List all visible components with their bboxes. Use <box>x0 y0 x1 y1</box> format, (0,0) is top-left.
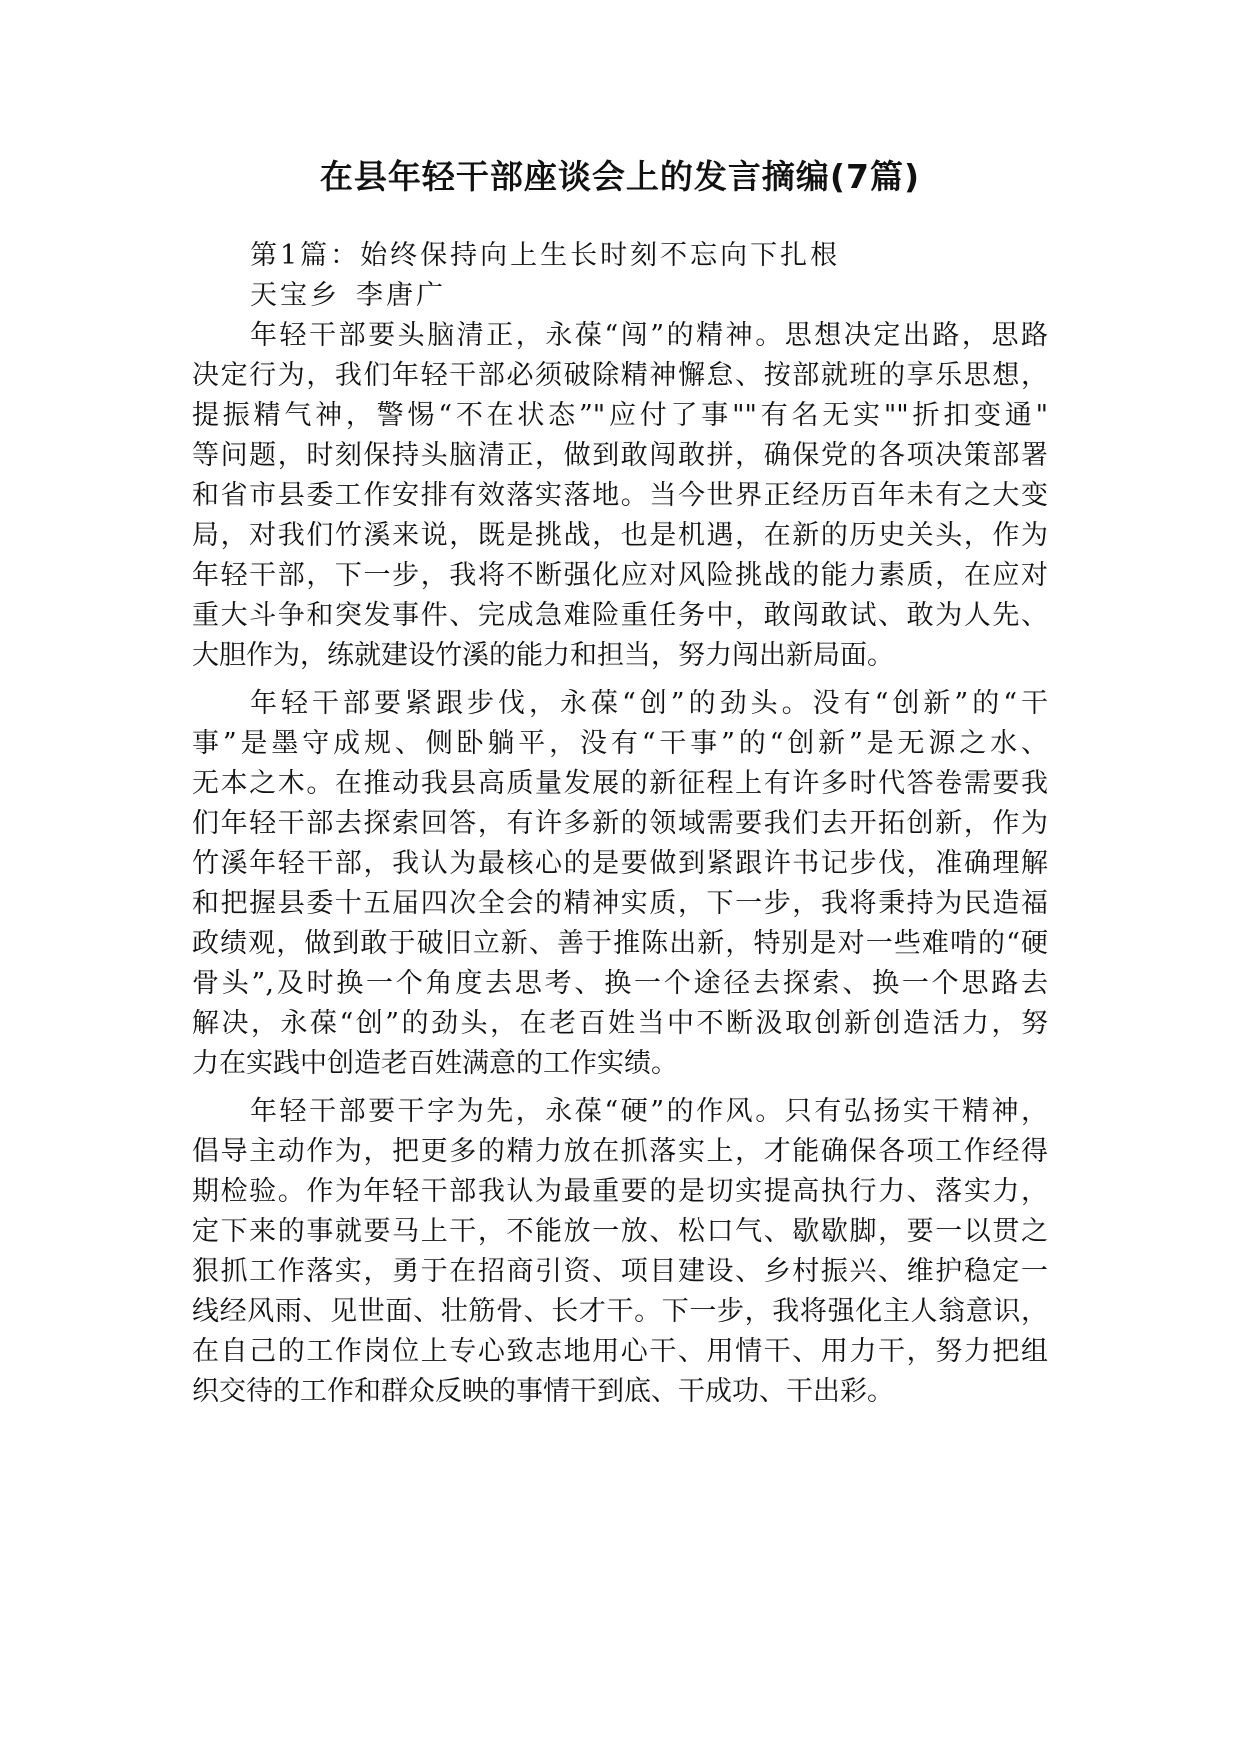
document-body <box>192 236 1048 1420</box>
paragraph-line: 骨头”,及时换一个角度去思考、换一个途径去探索、换一个思路去 <box>192 968 1048 999</box>
paragraph-line: 年轻干部，下一步，我将不断强化应对风险挑战的能力素质，在应对 <box>192 560 1048 591</box>
document-title: 在县年轻干部座谈会上的发言摘编(7篇) <box>319 157 921 196</box>
paragraph-line: 解决，永葆“创”的劲头，在老百姓当中不断汲取创新创造活力，努 <box>192 1008 1048 1039</box>
paragraph-line: 事”是墨守成规、侧卧躺平，没有“干事”的“创新”是无源之水、 <box>192 728 1048 759</box>
paragraph-line: 提振精气神，警惕“不在状态”"应付了事""有名无实""折扣变通" <box>192 400 1048 431</box>
paragraph-line: 力在实践中创造老百姓满意的工作实绩。 <box>192 1048 678 1079</box>
paragraph-line: 重大斗争和突发事件、完成急难险重任务中，敢闯敢试、敢为人先、 <box>192 600 1048 631</box>
paragraph-line: 在自己的工作岗位上专心致志地用心干、用情干、用力干，努力把组 <box>192 1336 1048 1367</box>
author-location: 天宝乡 <box>250 280 340 311</box>
paragraph-line: 年轻干部要头脑清正，永葆“闯”的精神。思想决定出路，思路 <box>250 320 1048 351</box>
paragraph-line: 无本之木。在推动我县高质量发展的新征程上有许多时代答卷需要我 <box>192 768 1048 799</box>
paragraph-line: 定下来的事就要马上干，不能放一放、松口气、歇歇脚，要一以贯之 <box>192 1216 1048 1247</box>
paragraph <box>192 684 1048 1084</box>
paragraph-line: 和省市县委工作安排有效落实落地。当今世界正经历百年未有之大变 <box>192 480 1048 511</box>
section-heading: 第1篇：始终保持向上生长时刻不忘向下扎根 <box>250 240 841 271</box>
paragraph-line: 等问题，时刻保持头脑清正，做到敢闯敢拼，确保党的各项决策部署 <box>192 440 1048 471</box>
paragraph-line: 决定行为，我们年轻干部必须破除精神懈怠、按部就班的享乐思想， <box>192 360 1048 391</box>
paragraph-line: 狠抓工作落实，勇于在招商引资、项目建设、乡村振兴、维护稳定一 <box>192 1256 1048 1287</box>
paragraph-line: 大胆作为，练就建设竹溪的能力和担当，努力闯出新局面。 <box>192 640 894 671</box>
author-line <box>192 276 1048 316</box>
paragraph-line: 政绩观，做到敢于破旧立新、善于推陈出新，特别是对一些难啃的“硬 <box>192 928 1048 959</box>
paragraph-line: 倡导主动作为，把更多的精力放在抓落实上，才能确保各项工作经得 <box>192 1136 1048 1167</box>
paragraph <box>192 316 1048 676</box>
paragraph <box>192 1092 1048 1412</box>
paragraph-line: 竹溪年轻干部，我认为最核心的是要做到紧跟许书记步伐，准确理解 <box>192 848 1048 879</box>
paragraph-line: 和把握县委十五届四次全会的精神实质，下一步，我将秉持为民造福 <box>192 888 1048 919</box>
paragraph-line: 期检验。作为年轻干部我认为最重要的是切实提高执行力、落实力， <box>192 1176 1048 1207</box>
paragraph-line: 们年轻干部去探索回答，有许多新的领域需要我们去开拓创新，作为 <box>192 808 1048 839</box>
author-name: 李唐广 <box>356 280 446 311</box>
paragraph-line: 线经风雨、见世面、壮筋骨、长才干。下一步，我将强化主人翁意识， <box>192 1296 1048 1327</box>
paragraph-line: 织交待的工作和群众反映的事情干到底、干成功、干出彩。 <box>192 1376 894 1407</box>
paragraph-line: 年轻干部要紧跟步伐，永葆“创”的劲头。没有“创新”的“干 <box>250 688 1048 719</box>
paragraph-line: 年轻干部要干字为先，永葆“硬”的作风。只有弘扬实干精神， <box>250 1096 1048 1127</box>
paragraph-line: 局，对我们竹溪来说，既是挑战，也是机遇，在新的历史关头，作为 <box>192 520 1048 551</box>
